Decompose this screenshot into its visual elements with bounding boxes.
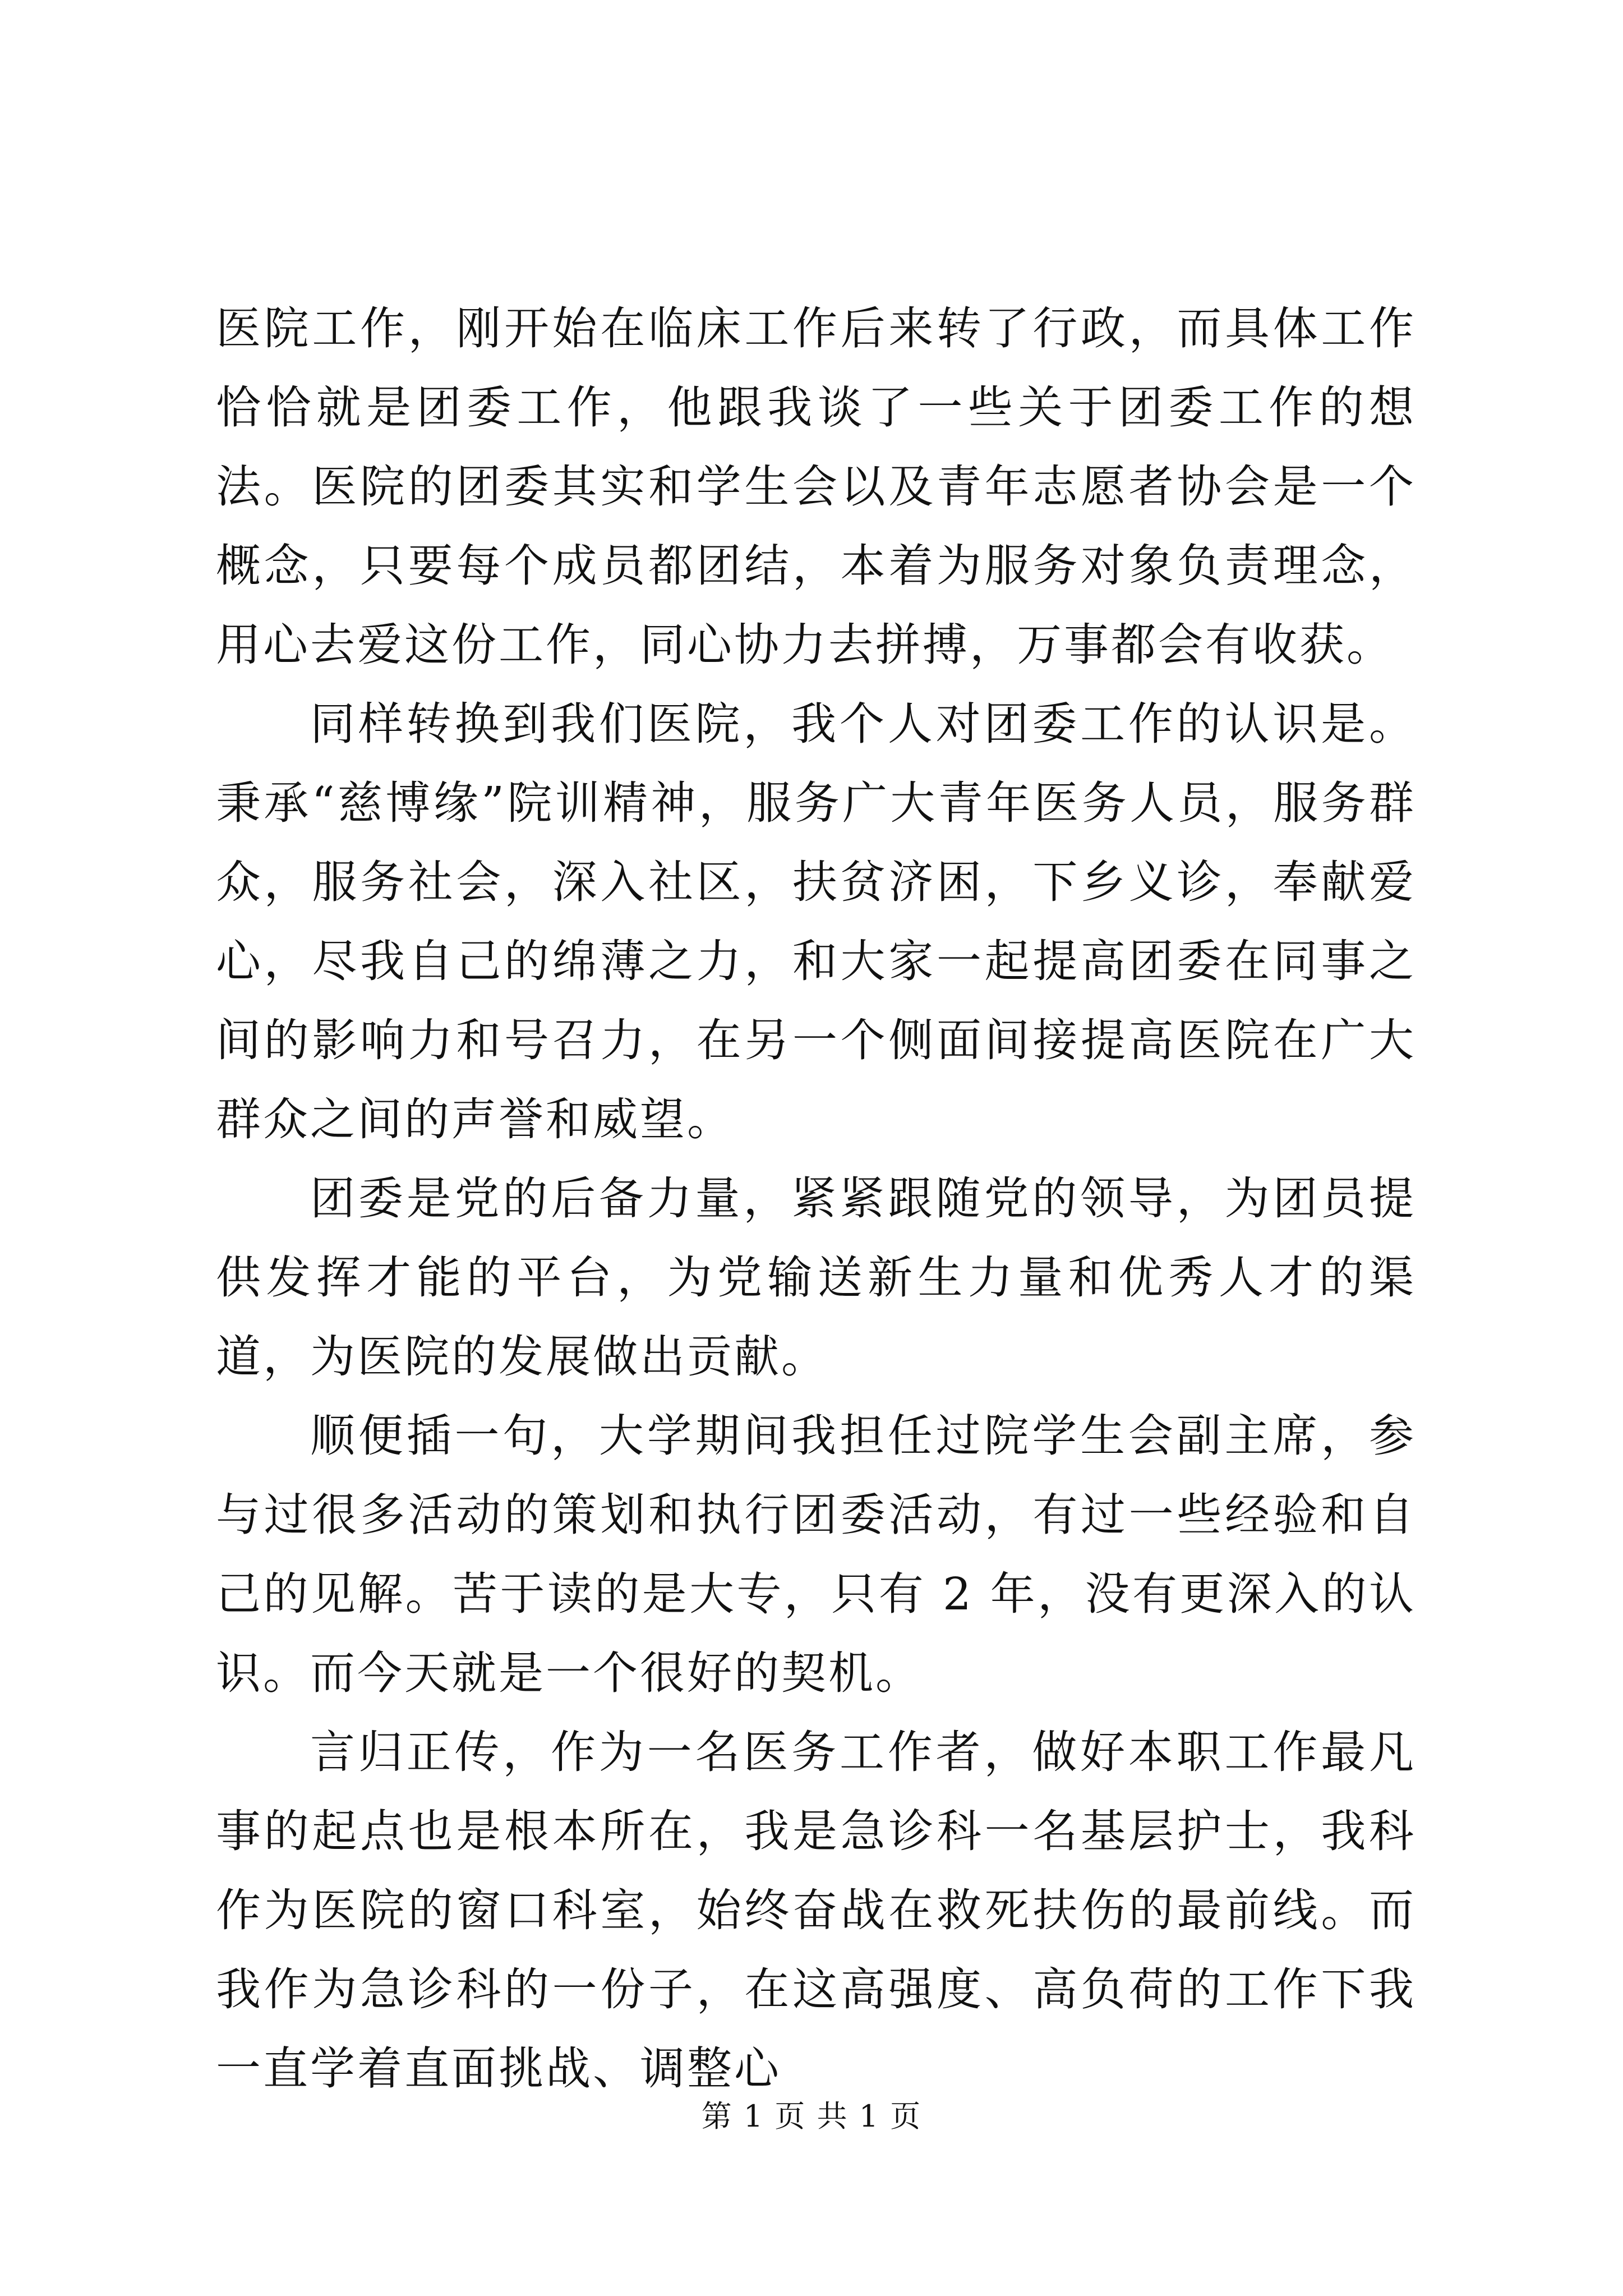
paragraph-1: 医院工作，刚开始在临床工作后来转了行政，而具体工作恰恰就是团委工作，他跟我谈了一些关于团委工作的想法。医院的团委其实和学生会以及青年志愿者协会是一个概念，只要每个成员都团结，本着为服务对象负责理念，用心去爱这份工作，同心协力去拼搏，万事都会有收获。	[216, 302, 1416, 671]
paragraph-5: 言归正传，作为一名医务工作者，做好本职工作最凡事的起点也是根本所在，我是急诊科一名基层护士，我科作为医院的窗口科室，始终奋战在救死扶伤的最前线。而我作为急诊科的一份子，在这高强度、高负荷的工作下我一直学着直面挑战、调整心	[216, 1726, 1416, 2095]
paragraph-3: 团委是党的后备力量，紧紧跟随党的领导，为团员提供发挥才能的平台，为党输送新生力量和优秀人才的渠道，为医院的发展做出贡献。	[216, 1172, 1416, 1383]
paragraph-4: 顺便插一句，大学期间我担任过院学生会副主席，参与过很多活动的策划和执行团委活动，有过一些经验和自己的见解。苦于读的是大专，只有 2 年，没有更深入的认识。而今天就是一个很好的契机。	[216, 1410, 1416, 1699]
document-body	[216, 289, 1416, 2108]
paragraph-2: 同样转换到我们医院，我个人对团委工作的认识是。秉承“慈博缘”院训精神，服务广大青年医务人员，服务群众，服务社会，深入社区，扶贫济困，下乡义诊，奉献爱心，尽我自己的绵薄之力，和大家一起提高团委在同事之间的影响力和号召力，在另一个侧面间接提高医院在广大群众之间的声誉和威望。	[216, 698, 1416, 1145]
page-footer: 第 1 页 共 1 页	[701, 2099, 922, 2134]
